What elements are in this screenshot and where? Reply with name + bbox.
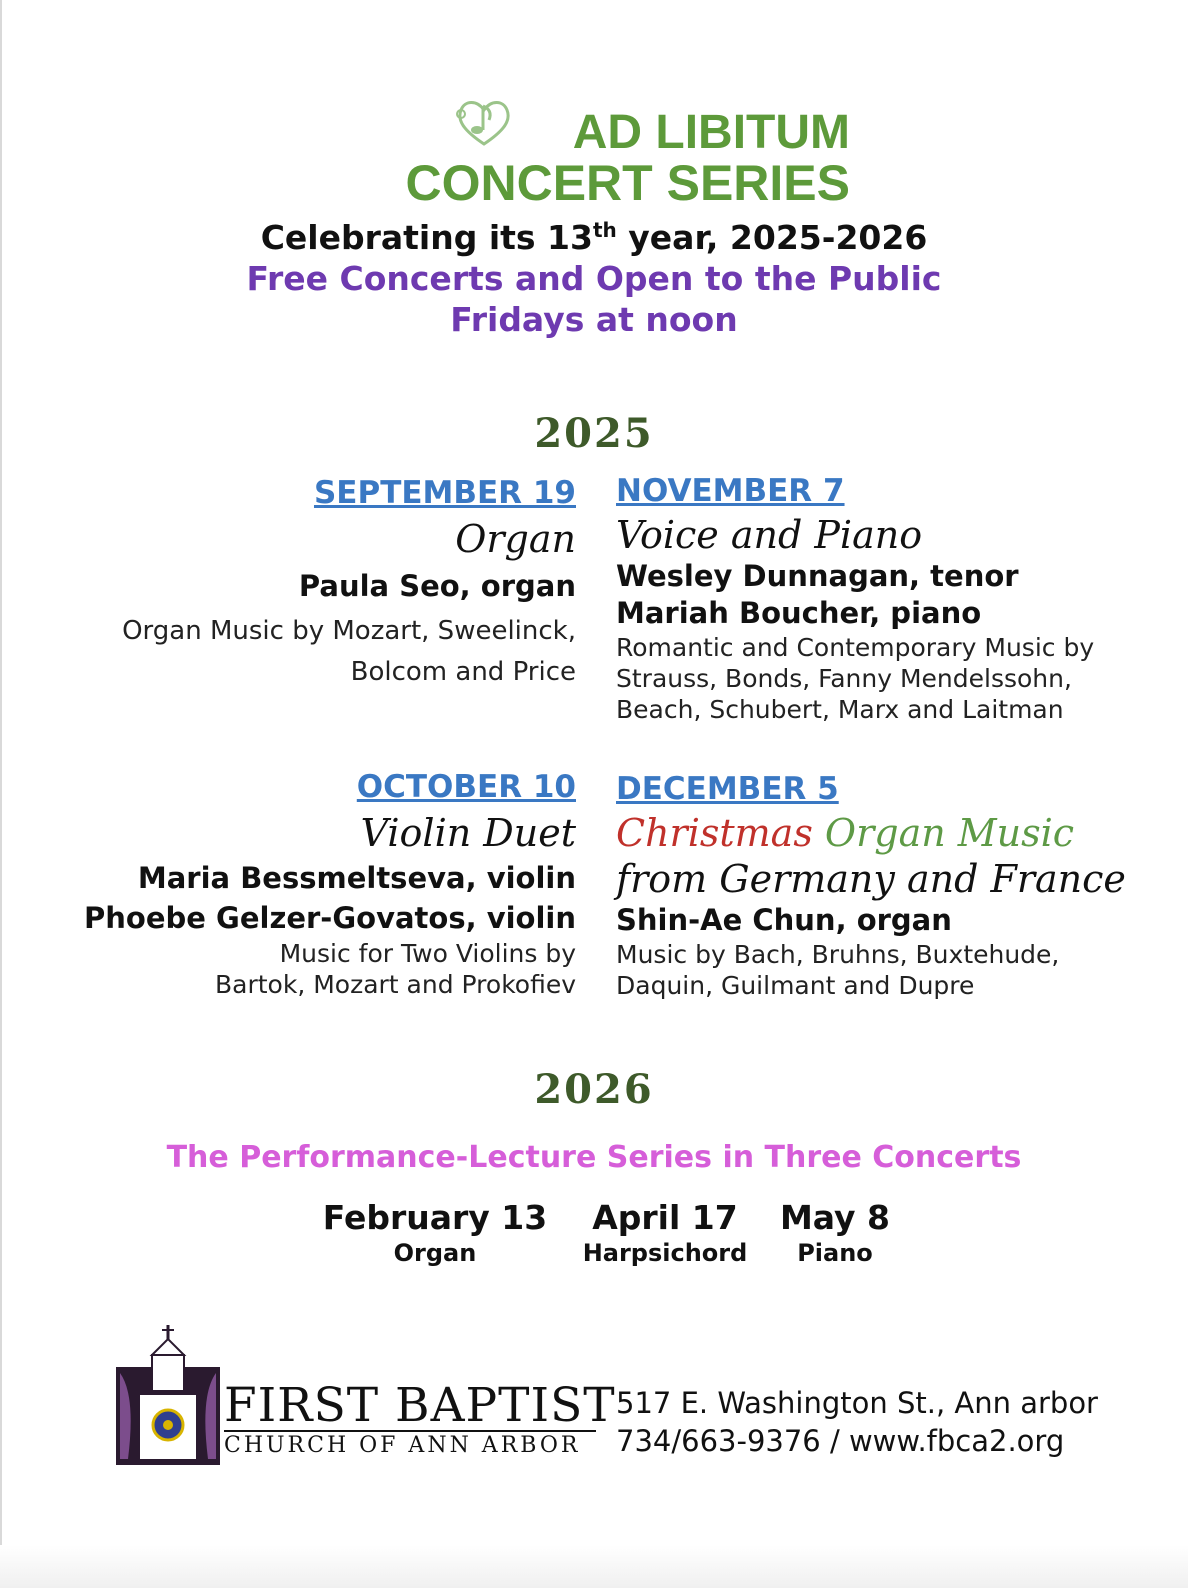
concert-date: DECEMBER 5	[616, 771, 839, 807]
concert-date: OCTOBER 10	[356, 769, 576, 805]
concert-title	[616, 810, 1156, 856]
celebrating-sup: th	[592, 218, 617, 242]
church-address: 517 E. Washington St., Ann arbor	[616, 1386, 1098, 1420]
series-instrument: Harpsichord	[582, 1239, 748, 1267]
concert-date: SEPTEMBER 19	[313, 475, 576, 511]
description-line: Bartok, Mozart and Prokofiev	[215, 970, 576, 999]
title-christmas: Christmas	[616, 811, 813, 855]
description-line: Romantic and Contemporary Music by	[616, 633, 1095, 662]
year-2026-heading: 2026	[534, 1066, 654, 1113]
description-line: Strauss, Bonds, Fanny Mendelssohn,	[616, 664, 1072, 693]
series-instrument: Piano	[797, 1239, 873, 1267]
series-date-april	[570, 1198, 760, 1268]
title-organ-music: Organ Music	[824, 811, 1075, 855]
concert-title: Voice and Piano	[616, 513, 923, 557]
concert-september	[40, 474, 576, 693]
free-line2: Fridays at noon	[450, 300, 738, 339]
description-line: Organ Music by Mozart, Sweelinck,	[122, 616, 576, 646]
celebrating-prefix: Celebrating its 13	[260, 218, 593, 257]
church-logo-icon	[116, 1325, 220, 1465]
church-name-line1: FIRST BAPTIST	[224, 1378, 616, 1433]
series-title	[350, 106, 850, 211]
concert-description	[616, 632, 1156, 725]
performer: Phoebe Gelzer-Govatos, violin	[84, 901, 576, 935]
performer: Mariah Boucher, piano	[616, 596, 982, 630]
church-name-line2: CHURCH OF ANN ARBOR	[224, 1433, 581, 1458]
celebrating-suffix: year, 2025-2026	[616, 218, 928, 257]
concert-title-line2: from Germany and France	[616, 857, 1126, 901]
performer: Shin-Ae Chun, organ	[616, 903, 952, 937]
description-line: Beach, Schubert, Marx and Laitman	[616, 695, 1064, 724]
lecture-series-title: The Performance-Lecture Series in Three Concerts	[166, 1140, 1022, 1175]
series-date: May 8	[779, 1198, 891, 1237]
free-concerts-notice	[0, 258, 1188, 340]
title-line1: AD LIBITUM	[572, 106, 850, 159]
concert-title: Organ	[455, 517, 576, 561]
concert-date: NOVEMBER 7	[616, 473, 845, 509]
title-line2: CONCERT SERIES	[405, 155, 850, 211]
year-2025-heading: 2025	[534, 410, 654, 457]
church-name	[224, 1378, 616, 1460]
celebrating-line	[0, 218, 1188, 257]
performer: Wesley Dunnagan, tenor	[616, 559, 1019, 593]
series-date: April 17	[592, 1198, 738, 1237]
series-instrument: Organ	[393, 1239, 477, 1267]
concert-description	[616, 939, 1156, 1001]
bottom-strip	[0, 1545, 1188, 1588]
description-line: Music by Bach, Bruhns, Buxtehude,	[616, 940, 1060, 969]
series-date-february	[320, 1198, 550, 1268]
description-line: Daquin, Guilmant and Dupre	[616, 971, 975, 1000]
performer: Paula Seo, organ	[298, 569, 576, 603]
series-date-may	[770, 1198, 900, 1268]
concert-description	[40, 938, 576, 1000]
series-date: February 13	[322, 1198, 548, 1237]
church-phone-web: 734/663-9376 / www.fbca2.org	[616, 1424, 1065, 1458]
concert-description	[40, 611, 576, 693]
performer: Maria Bessmeltseva, violin	[137, 861, 576, 895]
concert-december	[616, 770, 1156, 1001]
concert-october	[40, 768, 576, 1000]
concert-november	[616, 472, 1156, 725]
description-line: Bolcom and Price	[350, 657, 576, 687]
church-contact	[616, 1384, 1098, 1460]
free-line1: Free Concerts and Open to the Public	[246, 259, 942, 298]
description-line: Music for Two Violins by	[279, 939, 576, 968]
concert-title: Violin Duet	[360, 811, 576, 855]
